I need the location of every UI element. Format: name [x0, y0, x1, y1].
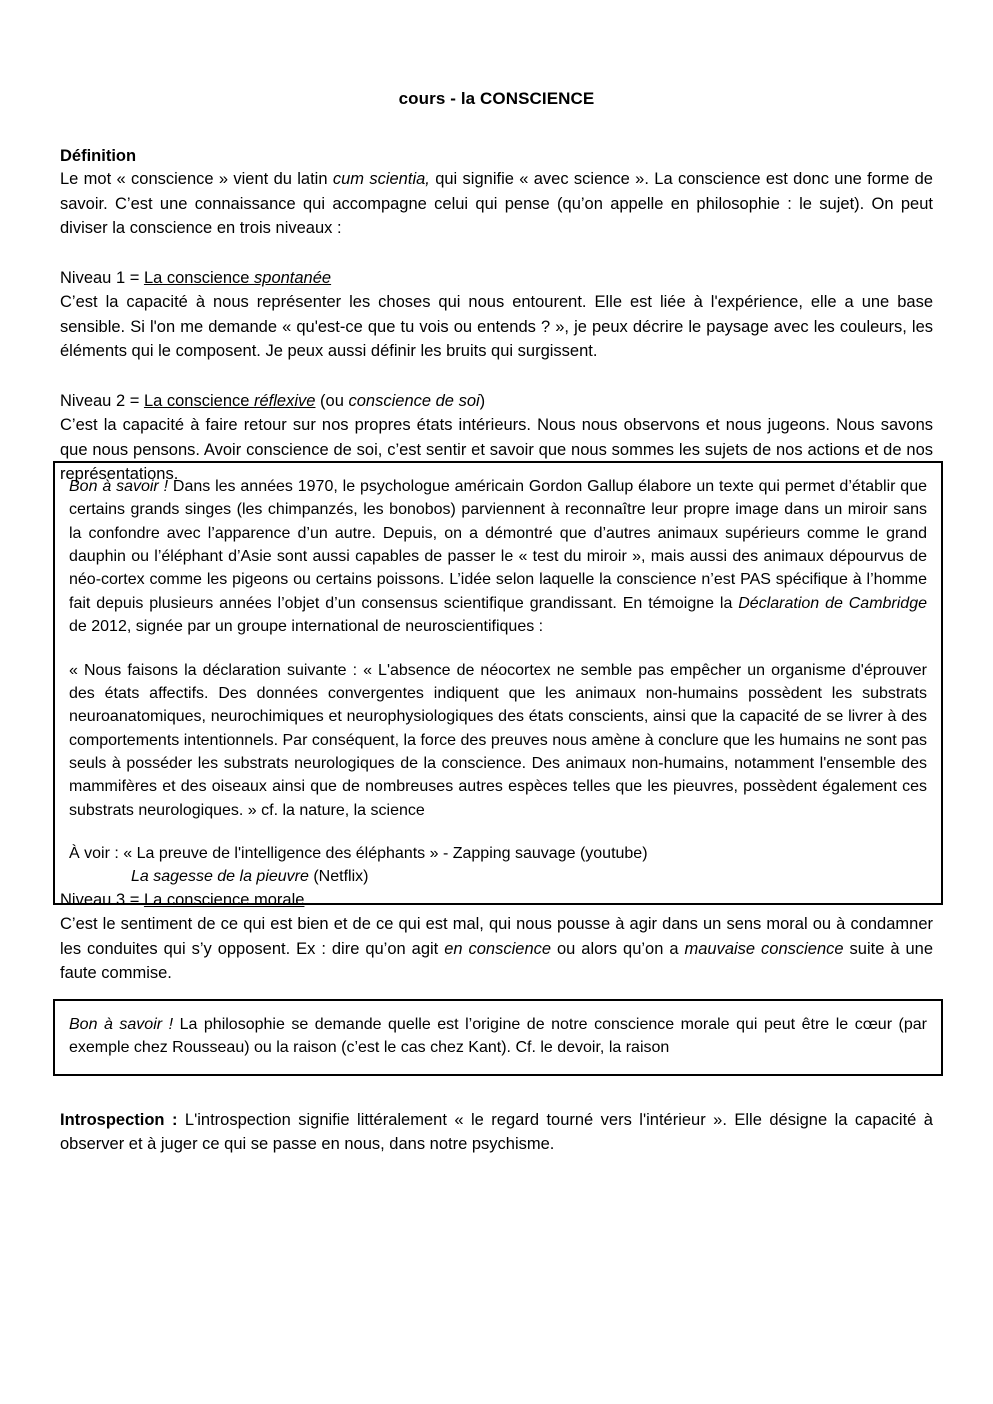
- level-1-heading: [60, 240, 933, 290]
- bon-a-savoir-morale-box: [53, 999, 943, 1076]
- gallup-lead-label: Bon à savoir !: [69, 478, 169, 495]
- level-1-body: C’est la capacité à nous représenter les choses qui nous entourent. Elle est liée à l'expérience, elle a une base sensible. Si l'on me demande « qu'est-ce que tu vois ou entends ? », je peux décrire le paysage avec les couleurs, les éléments qui le composent. Je peux aussi définir les bruits qui surgissent.: [60, 293, 933, 360]
- level-3-italic-1: en conscience: [444, 939, 552, 958]
- document-content: [60, 0, 933, 486]
- level-3-text-part-2: ou alors qu’on a: [551, 939, 685, 958]
- gallup-declaration-title: Déclaration de Cambridge: [738, 594, 928, 612]
- level-2-paren-open: (ou: [315, 392, 349, 411]
- bon-a-savoir-gallup-box: [53, 461, 943, 905]
- level-2-title-italic: réflexive: [254, 392, 316, 411]
- level-2-title: [144, 392, 316, 410]
- level-2-title-plain: La conscience: [143, 392, 255, 411]
- level-3-title: La conscience morale: [143, 891, 305, 909]
- definition-text-pre: Le mot « conscience » vient du latin: [60, 170, 333, 189]
- level-2-heading: [60, 363, 933, 413]
- definition-heading: Définition: [60, 147, 137, 165]
- gallup-text-part-1: Dans les années 1970, le psychologue américain Gordon Gallup élabore un texte qui permet d’établir que certains grands singes (les chimpanzés, les bonobos) parviennent à reconnaître leur propre image dans un miroir sans la confondre avec l’apparence d’un autre. Depuis, on a démontré que d’autres animaux supérieurs comme le grand dauphin ou l’éléphant d’Asie sont aussi capables de passer le « test du miroir », mais aussi des animaux dépourvus de néo-cortex comme les pigeons ou certains poissons. L’idée selon laquelle la conscience n’est PAS spécifique à l’homme fait depuis plusieurs années l’objet d’un consensus scientifique grandissant. En témoigne la: [69, 478, 928, 612]
- gallup-text-part-2: de 2012, signée par un groupe international de neuroscientifiques :: [69, 618, 544, 636]
- morale-text: La philosophie se demande quelle est l’origine de notre conscience morale qui peut être le cœur (par exemple chez Rousseau) ou la raison (c’est le cas chez Kant). Cf. le devoir, la raison: [69, 1016, 928, 1057]
- introspection-body: L'introspection signifie littéralement « le regard tourné vers l'intérieur ». Elle désigne la capacité à observer et à juger ce qui se passe en nous, dans notre psychisme.: [60, 1111, 933, 1154]
- level-1-label: Niveau 1 =: [60, 269, 144, 288]
- level-1-title-italic: spontanée: [254, 269, 332, 288]
- morale-paragraph: [69, 1013, 927, 1060]
- see-also-title-italic: La sagesse de la pieuvre: [131, 868, 309, 886]
- see-also-line-2: [69, 865, 927, 888]
- level-2-body: C’est la capacité à faire retour sur nos propres états intérieurs. Nous nous observons et nous jugeons. Nous savons que nous pensons. Avoir conscience de soi, c’est sentir et savoir que nous sommes les sujets de nos actions et de nos représentations.: [60, 416, 933, 483]
- morale-lead-label: Bon à savoir !: [69, 1016, 174, 1033]
- level-3-label: Niveau 3 =: [60, 891, 144, 909]
- introspection-paragraph: [60, 1108, 933, 1157]
- level-2-paren-close: ): [479, 392, 486, 411]
- gallup-paragraph-1: [69, 475, 927, 639]
- level-3-text-part-3: suite à une faute commise.: [60, 939, 933, 982]
- cambridge-declaration-quote: « Nous faisons la déclaration suivante : « L'absence de néocortex ne semble pas empêcher un organisme d'éprouver des états affectifs. Des données convergentes indiquent que les animaux non-humains possèdent les substrats neuroanatomiques, neurochimiques et neurophysiologiques des états conscients, ainsi que la capacité de se livrer à des comportements intentionnels. Par conséquent, la force des preuves nous amène à conclure que les humains ne sont pas seuls à posséder les substrats neurologiques de la conscience. Des animaux non-humains, notamment l'ensemble des mammifères et des oiseaux ainsi que de nombreuses autres espèces telles que les pieuvres, possèdent également ces substrats neurologiques. » cf. la nature, la science: [69, 661, 927, 819]
- definition-text-post: qui signifie « avec science ». La conscience est donc une forme de savoir. C’est une connaissance qui accompagne celui qui pense (qu’on appelle en philosophie : le sujet). On peut diviser la conscience en trois niveaux :: [60, 170, 933, 237]
- see-also-line-1: À voir : « La preuve de l'intelligence des éléphants » - Zapping sauvage (youtube): [69, 845, 648, 863]
- level-3-body: [60, 912, 933, 985]
- page-title: cours - la CONSCIENCE: [398, 89, 595, 108]
- level-2-label: Niveau 2 =: [60, 392, 144, 411]
- level-3-text-part-1: C’est le sentiment de ce qui est bien et de ce qui est mal, qui nous pousse à agir dans un sens moral ou à condamner les conduites qui s’y opposent. Ex : dire qu’on agit: [60, 915, 933, 958]
- level-2-paren-italic: conscience de soi: [348, 392, 480, 411]
- definition-paragraph: [60, 167, 933, 240]
- level-3-italic-2: mauvaise conscience: [684, 939, 844, 958]
- definition-latin-term: cum scientia,: [332, 170, 430, 189]
- introspection-block: [60, 1108, 933, 1157]
- level-1-title: [144, 269, 331, 287]
- see-also-platform: (Netflix): [308, 868, 369, 886]
- level-1-title-plain: La conscience: [143, 269, 255, 288]
- level-3-heading: [60, 888, 933, 912]
- introspection-term: Introspection :: [60, 1111, 178, 1129]
- level-3-block: [60, 888, 933, 985]
